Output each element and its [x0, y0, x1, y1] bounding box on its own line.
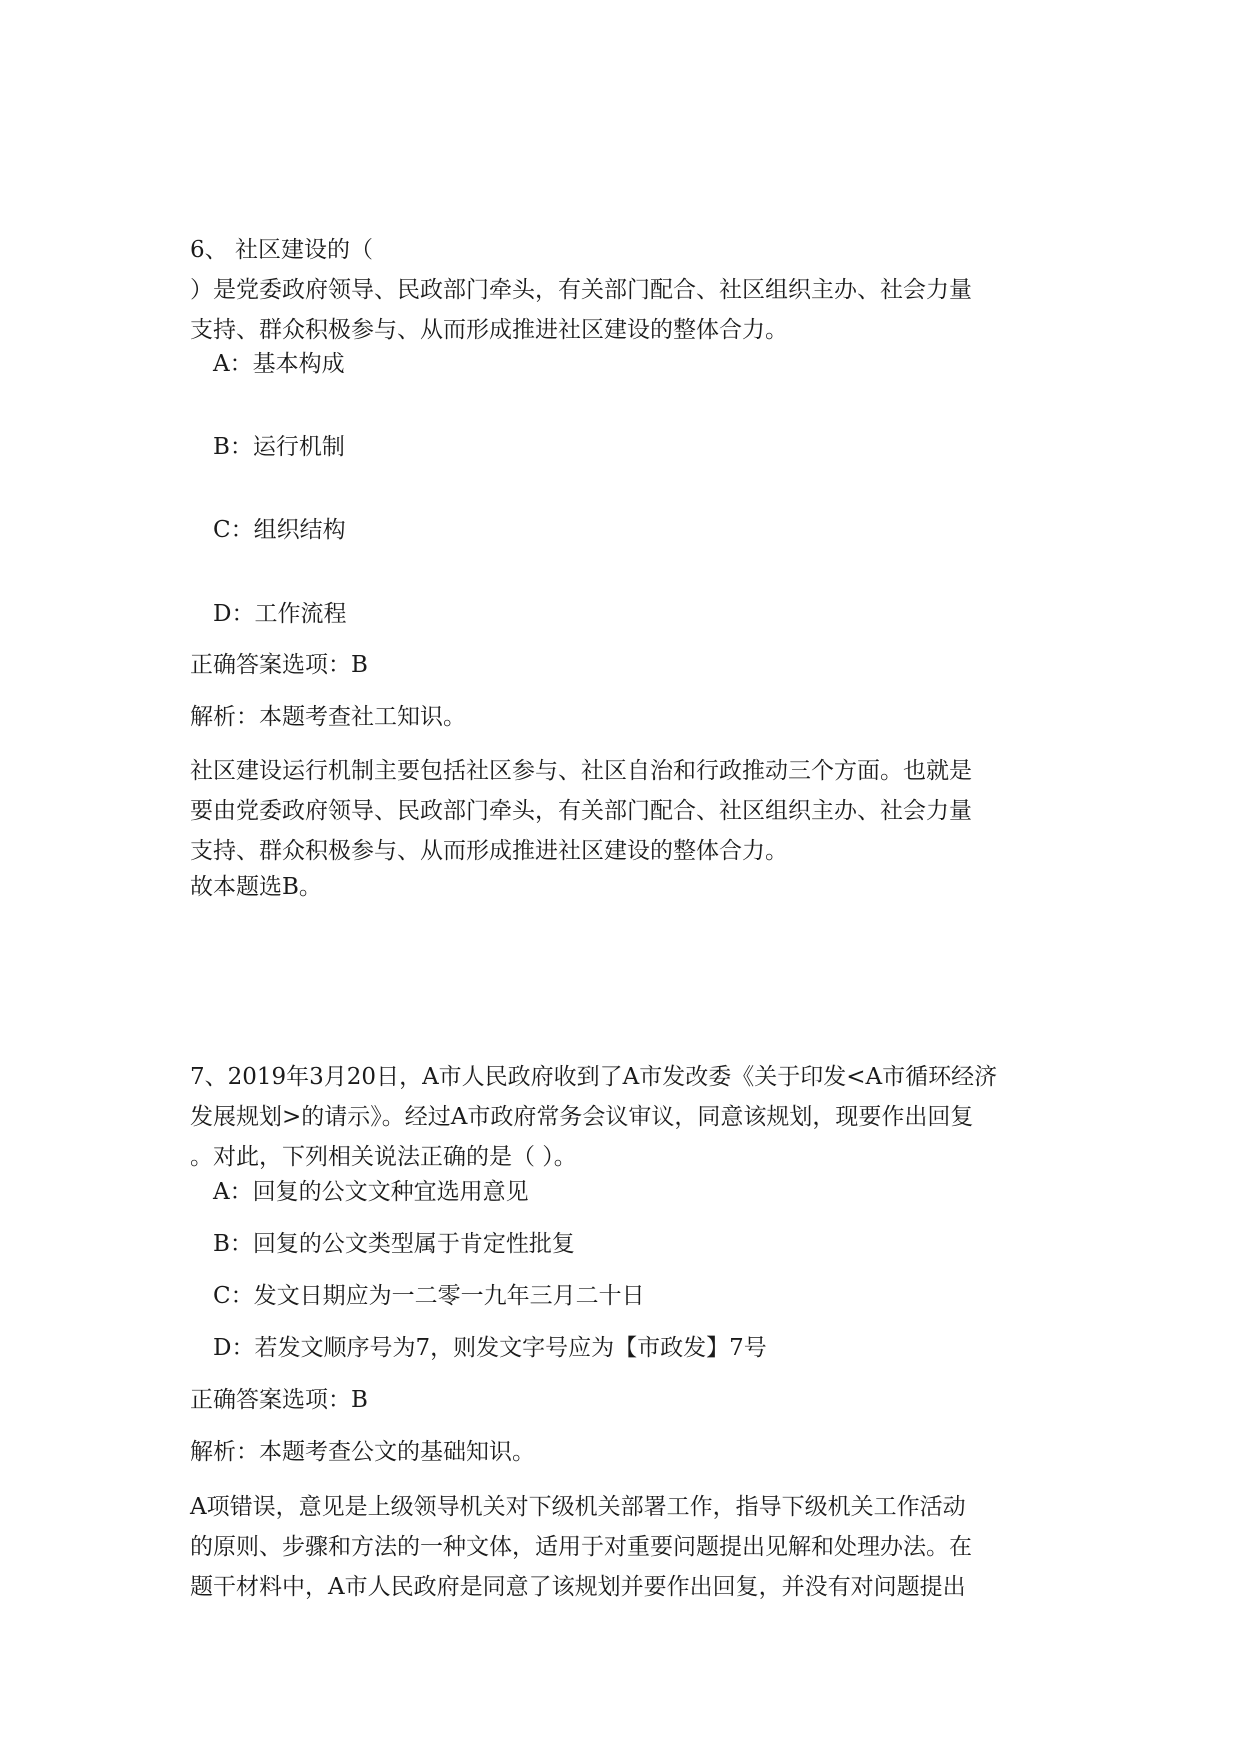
question-6-stem-line: 6、 社区建设的（ — [190, 237, 373, 263]
question-6-answer: 正确答案选项：B — [190, 652, 368, 678]
question-7-stem-line: 发展规划>的请示》。经过A市政府常务会议审议，同意该规划，现要作出回复 — [190, 1104, 974, 1130]
question-7-explanation — [190, 1487, 1050, 1607]
question-7-explanation-line: A项错误，意见是上级领导机关对下级机关部署工作，指导下级机关工作活动 — [190, 1494, 966, 1520]
question-7-option-a: A：回复的公文文种宜选用意见 — [213, 1179, 529, 1205]
question-7-answer: 正确答案选项：B — [190, 1387, 368, 1413]
question-7-stem — [190, 1057, 1050, 1177]
question-6-stem-line: 支持、群众积极参与、从而形成推进社区建设的整体合力。 — [190, 317, 788, 343]
question-7-stem-line: 7、2019年3月20日，A市人民政府收到了A市发改委《关于印发<A市循环经济 — [190, 1064, 998, 1090]
question-6-stem-line: ）是党委政府领导、民政部门牵头，有关部门配合、社区组织主办、社会力量 — [190, 277, 972, 303]
question-6-analysis: 解析：本题考查社工知识。 — [190, 704, 466, 730]
question-6-stem — [190, 230, 1050, 350]
question-6-option-b: B：运行机制 — [213, 434, 345, 460]
question-7-analysis: 解析：本题考查公文的基础知识。 — [190, 1439, 535, 1465]
question-6-option-d: D：工作流程 — [213, 601, 347, 627]
question-6-explanation-line: 要由党委政府领导、民政部门牵头，有关部门配合、社区组织主办、社会力量 — [190, 798, 972, 824]
question-6-conclusion: 故本题选B。 — [190, 874, 322, 900]
question-7-option-b: B：回复的公文类型属于肯定性批复 — [213, 1231, 575, 1257]
question-6-option-c: C：组织结构 — [213, 517, 346, 543]
question-6-explanation — [190, 751, 1050, 871]
question-7-stem-line: 。对此，下列相关说法正确的是（ ）。 — [190, 1144, 577, 1170]
question-6-option-a: A：基本构成 — [213, 351, 345, 377]
question-7-option-d: D：若发文顺序号为7，则发文字号应为【市政发】7号 — [213, 1335, 767, 1361]
question-7-explanation-line: 题干材料中，A市人民政府是同意了该规划并要作出回复，并没有对问题提出 — [190, 1574, 966, 1600]
question-6-explanation-line: 支持、群众积极参与、从而形成推进社区建设的整体合力。 — [190, 838, 788, 864]
question-6-explanation-line: 社区建设运行机制主要包括社区参与、社区自治和行政推动三个方面。也就是 — [190, 758, 972, 784]
question-7-explanation-line: 的原则、步骤和方法的一种文体，适用于对重要问题提出见解和处理办法。在 — [190, 1534, 972, 1560]
question-7-option-c: C：发文日期应为一二零一九年三月二十日 — [213, 1283, 645, 1309]
